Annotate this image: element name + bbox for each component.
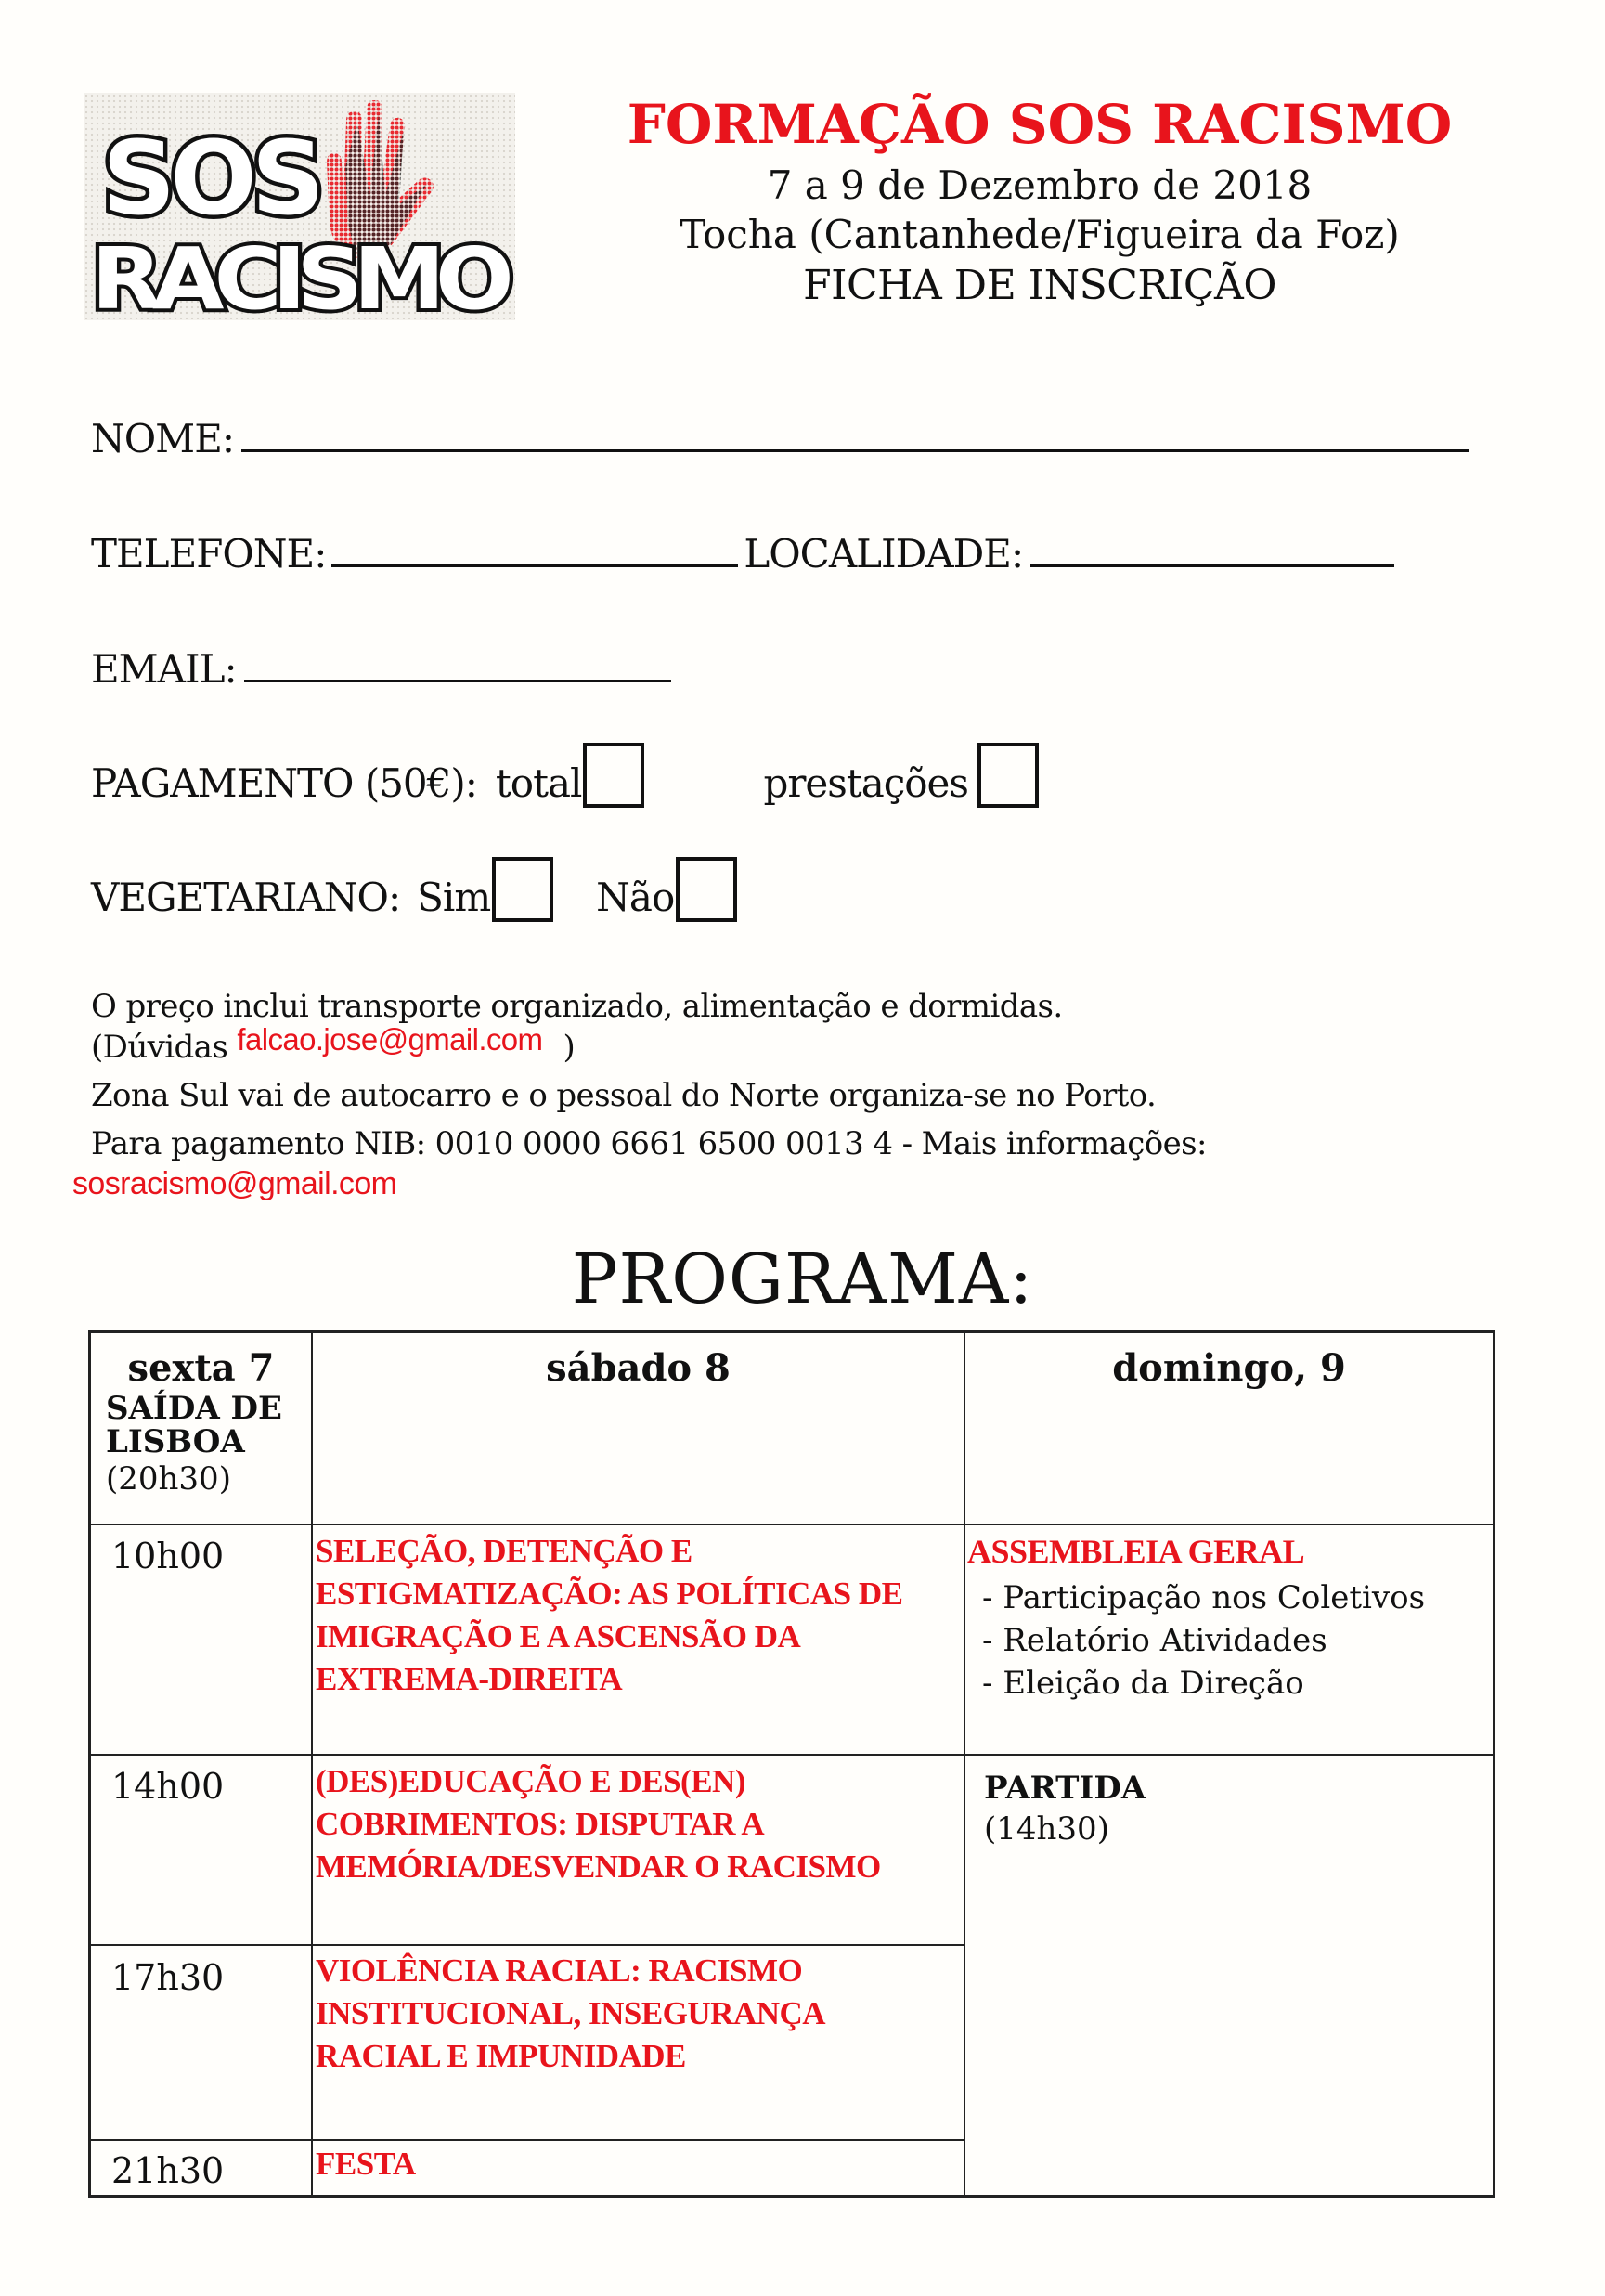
total-label: total	[495, 760, 582, 806]
day-header-friday	[91, 1346, 311, 1498]
form-title: FICHA DE INSCRIÇÃO	[803, 262, 1276, 309]
sunday-agenda-item: - Eleição da Direção	[982, 1665, 1304, 1702]
session-topic-2: (DES)EDUCAÇÃO E DES(EN) COBRIMENTOS: DISPUTAR A MEMÓRIA/DESVENDAR O RACISMO	[316, 1763, 881, 1885]
email-label: EMAIL:	[91, 646, 237, 692]
day-label-friday: sexta 7	[127, 1346, 275, 1390]
logo-text-racismo: RACISMO	[91, 229, 511, 320]
localidade-field[interactable]	[1030, 564, 1394, 567]
sunday-assembleia: ASSEMBLEIA GERAL	[967, 1533, 1305, 1570]
total-checkbox[interactable]	[583, 743, 644, 808]
day-header-saturday: sábado 8	[546, 1346, 731, 1390]
nome-row	[91, 416, 1469, 461]
telefone-label: TELEFONE:	[91, 531, 327, 577]
session-time-3: 17h30	[111, 1957, 225, 1998]
duvidas-prefix: (Dúvidas	[91, 1029, 238, 1066]
sunday-agenda-item: - Participação nos Coletivos	[982, 1579, 1426, 1616]
pagamento-row	[91, 743, 1039, 808]
event-location: Tocha (Cantanhede/Figueira da Foz)	[680, 212, 1400, 257]
session-topic-3: VIOLÊNCIA RACIAL: RACISMO INSTITUCIONAL, INSEGURANÇA RACIAL E IMPUNIDADE	[316, 1952, 824, 2074]
duvidas-email-link[interactable]: falcao.jose@gmail.com	[237, 1022, 543, 1057]
col-divider-2	[964, 1333, 965, 2195]
logo-text-sos: SOS	[102, 119, 319, 238]
sos-racismo-logo	[84, 93, 515, 320]
nome-label: NOME:	[91, 416, 234, 461]
programa-title: PROGRAMA:	[571, 1239, 1034, 1319]
nome-field[interactable]	[241, 449, 1469, 452]
session-time-1: 10h00	[111, 1536, 225, 1576]
row-divider-2	[91, 1754, 1493, 1756]
day-header-sunday: domingo, 9	[1112, 1346, 1346, 1390]
logo-graphic	[84, 93, 515, 320]
info-transport: Zona Sul vai de autocarro e o pessoal do Norte organiza-se no Porto.	[91, 1077, 1157, 1114]
vegetariano-row	[91, 857, 737, 922]
sunday-agenda-list	[982, 1576, 1425, 1705]
session-time-4: 21h30	[111, 2150, 225, 2191]
event-title: FORMAÇÃO SOS RACISMO	[627, 93, 1453, 156]
nao-label: Não	[596, 875, 675, 920]
session-topic-4: FESTA	[316, 2146, 416, 2182]
info-duvidas	[91, 1022, 576, 1066]
row-divider-4	[91, 2139, 965, 2141]
sunday-partida-time: (14h30)	[984, 1810, 1109, 1848]
info-payment: Para pagamento NIB: 0010 0000 6661 6500 0013 4 - Mais informações:	[91, 1125, 1207, 1162]
programa-table	[88, 1330, 1495, 2198]
contact-email-link[interactable]: sosracismo@gmail.com	[72, 1166, 397, 1201]
telefone-field[interactable]	[331, 564, 738, 567]
sim-label: Sim	[417, 875, 491, 920]
event-dates: 7 a 9 de Dezembro de 2018	[767, 162, 1313, 208]
sunday-agenda-item: - Relatório Atividades	[982, 1622, 1327, 1659]
session-topic-1: SELEÇÃO, DETENÇÃO E ESTIGMATIZAÇÃO: AS POLÍTICAS DE IMIGRAÇÃO E A ASCENSÃO DA EXTREMA-DIREITA	[316, 1533, 903, 1697]
localidade-label: LOCALIDADE:	[744, 531, 1024, 577]
email-field[interactable]	[244, 680, 671, 682]
pagamento-label: PAGAMENTO (50€):	[91, 760, 477, 806]
prestacoes-label: prestações	[763, 760, 968, 806]
session-time-2: 14h00	[111, 1766, 225, 1807]
duvidas-suffix: )	[563, 1029, 576, 1066]
friday-departure: SAÍDA DE LISBOA	[106, 1390, 282, 1460]
prestacoes-checkbox[interactable]	[977, 743, 1039, 808]
vegetariano-label: VEGETARIANO:	[91, 875, 401, 920]
email-row	[91, 646, 671, 692]
telefone-row	[91, 531, 1394, 577]
friday-departure-time: (20h30)	[106, 1460, 231, 1498]
sunday-partida: PARTIDA	[984, 1770, 1146, 1807]
info-price: O preço inclui transporte organizado, alimentação e dormidas.	[91, 988, 1063, 1025]
nao-checkbox[interactable]	[676, 857, 737, 922]
col-divider-1	[311, 1333, 313, 2195]
row-divider-1	[91, 1524, 1493, 1525]
sim-checkbox[interactable]	[492, 857, 553, 922]
row-divider-3	[91, 1944, 965, 1946]
